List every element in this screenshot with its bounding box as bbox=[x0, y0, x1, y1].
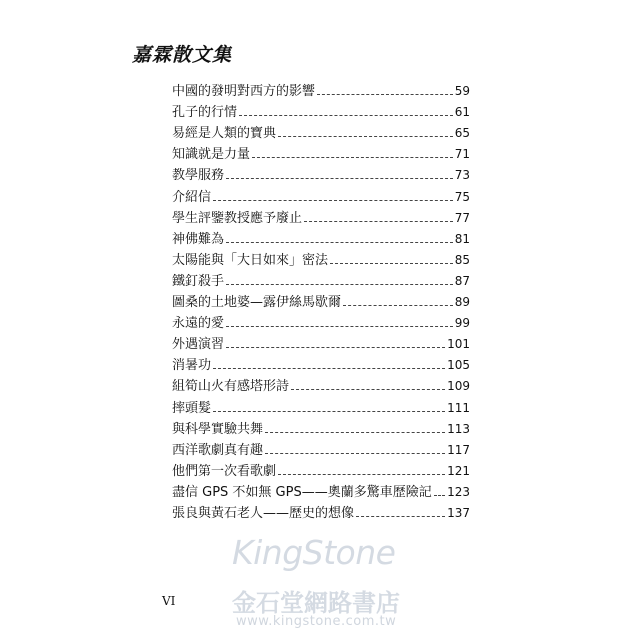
toc-entry-page: 61 bbox=[454, 105, 470, 120]
toc-entry bbox=[172, 416, 470, 437]
toc-entry bbox=[172, 99, 470, 120]
table-of-contents bbox=[172, 78, 470, 521]
toc-entry-page: 105 bbox=[447, 358, 470, 373]
toc-entry-title: 太陽能與「大日如來」密法 bbox=[172, 252, 329, 268]
toc-entry bbox=[172, 437, 470, 458]
toc-entry-title: 消暑功 bbox=[172, 358, 212, 374]
toc-entry-page: 77 bbox=[454, 210, 470, 225]
toc-leader-dots bbox=[213, 410, 445, 412]
toc-leader-dots bbox=[278, 473, 445, 475]
toc-entry-title: 盡信 GPS 不如無 GPS——奧蘭多驚車歷險記 bbox=[172, 484, 432, 500]
toc-entry-title: 他們第一次看歌劇 bbox=[172, 463, 277, 479]
toc-entry-page: 59 bbox=[454, 84, 470, 99]
toc-entry-page: 73 bbox=[454, 168, 470, 183]
toc-entry-title: 學生評鑒教授應予廢止 bbox=[172, 210, 303, 226]
toc-entry bbox=[172, 310, 470, 331]
toc-entry-title: 教學服務 bbox=[172, 168, 225, 184]
toc-leader-dots bbox=[291, 388, 445, 390]
toc-entry-title: 介紹信 bbox=[172, 189, 212, 205]
toc-entry-page: 109 bbox=[447, 379, 470, 394]
toc-leader-dots bbox=[434, 494, 445, 496]
toc-entry-page: 137 bbox=[447, 505, 470, 520]
toc-leader-dots bbox=[226, 177, 453, 179]
toc-entry bbox=[172, 120, 470, 141]
page-folio: VI bbox=[162, 594, 176, 608]
toc-leader-dots bbox=[343, 304, 453, 306]
toc-entry-page: 121 bbox=[447, 463, 470, 478]
toc-entry-page: 117 bbox=[447, 442, 470, 457]
toc-entry-page: 71 bbox=[454, 147, 470, 162]
toc-entry-page: 87 bbox=[454, 273, 470, 288]
toc-leader-dots bbox=[265, 431, 445, 433]
toc-entry bbox=[172, 352, 470, 373]
watermark-chinese: 金石堂網路書店 bbox=[232, 589, 400, 617]
toc-entry-title: 摔頭髮 bbox=[172, 400, 212, 416]
toc-entry-title: 圖桑的土地婆—露伊絲馬歇爾 bbox=[172, 295, 342, 311]
toc-leader-dots bbox=[330, 262, 453, 264]
toc-entry-title: 組筍山火有感塔形詩 bbox=[172, 379, 290, 395]
toc-entry bbox=[172, 78, 470, 99]
toc-leader-dots bbox=[252, 156, 453, 158]
toc-leader-dots bbox=[226, 241, 453, 243]
toc-entry-page: 101 bbox=[447, 337, 470, 352]
toc-leader-dots bbox=[239, 114, 453, 116]
toc-leader-dots bbox=[213, 367, 445, 369]
toc-leader-dots bbox=[265, 452, 445, 454]
toc-entry-page: 85 bbox=[454, 252, 470, 267]
toc-entry bbox=[172, 373, 470, 394]
toc-leader-dots bbox=[317, 93, 453, 95]
toc-entry-title: 知識就是力量 bbox=[172, 147, 251, 163]
toc-entry bbox=[172, 205, 470, 226]
toc-entry bbox=[172, 162, 470, 183]
toc-entry-title: 西洋歌劇真有趣 bbox=[172, 442, 264, 458]
toc-entry-page: 113 bbox=[447, 421, 470, 436]
toc-entry bbox=[172, 289, 470, 310]
toc-entry-title: 與科學實驗共舞 bbox=[172, 421, 264, 437]
toc-entry bbox=[172, 458, 470, 479]
toc-entry bbox=[172, 141, 470, 162]
toc-entry-page: 75 bbox=[454, 189, 470, 204]
toc-entry-page: 99 bbox=[454, 316, 470, 331]
toc-leader-dots bbox=[356, 515, 445, 517]
toc-entry-title: 中國的發明對西方的影響 bbox=[172, 84, 316, 100]
toc-entry-page: 111 bbox=[447, 400, 470, 415]
toc-entry-title: 外遇演習 bbox=[172, 337, 225, 353]
toc-entry bbox=[172, 226, 470, 247]
toc-entry-page: 89 bbox=[454, 295, 470, 310]
toc-leader-dots bbox=[304, 220, 453, 222]
watermark-url: www.kingstone.com.tw bbox=[236, 614, 397, 629]
toc-entry-title: 孔子的行情 bbox=[172, 105, 238, 121]
toc-entry-title: 永遠的愛 bbox=[172, 316, 225, 332]
toc-entry bbox=[172, 500, 470, 521]
toc-entry-title: 鐵釘殺手 bbox=[172, 273, 225, 289]
book-series-title: 嘉霖散文集 bbox=[132, 44, 233, 66]
toc-entry bbox=[172, 183, 470, 204]
toc-leader-dots bbox=[226, 325, 453, 327]
toc-entry-page: 81 bbox=[454, 231, 470, 246]
toc-leader-dots bbox=[213, 199, 453, 201]
toc-entry bbox=[172, 268, 470, 289]
toc-entry-page: 123 bbox=[447, 484, 470, 499]
toc-entry bbox=[172, 247, 470, 268]
toc-entry-title: 神佛難為 bbox=[172, 231, 225, 247]
toc-entry bbox=[172, 331, 470, 352]
toc-entry bbox=[172, 394, 470, 415]
toc-entry-page: 65 bbox=[454, 126, 470, 141]
toc-leader-dots bbox=[226, 346, 445, 348]
watermark-brand: KingStone bbox=[232, 533, 396, 572]
toc-leader-dots bbox=[226, 283, 453, 285]
toc-entry-title: 張良與黃石老人——歷史的想像 bbox=[172, 505, 355, 521]
toc-entry bbox=[172, 479, 470, 500]
toc-entry-title: 易經是人類的寶典 bbox=[172, 126, 277, 142]
toc-leader-dots bbox=[278, 135, 453, 137]
